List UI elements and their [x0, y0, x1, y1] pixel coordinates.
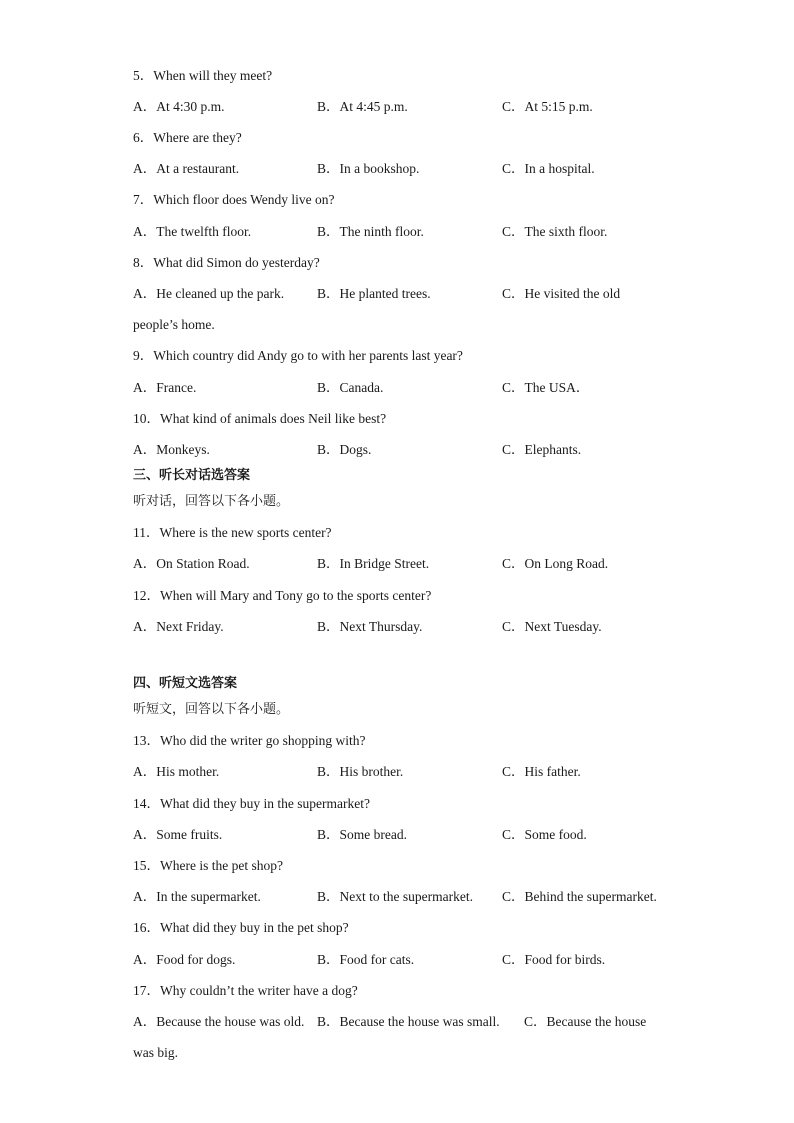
q10-option-a: A．Monkeys.	[133, 442, 210, 457]
q17-option-b: B．Because the house was small.	[317, 1014, 500, 1029]
q11-option-b: B．In Bridge Street.	[317, 556, 430, 571]
q13-option-a: A．His mother.	[133, 764, 220, 779]
q12-option-a: A．Next Friday.	[133, 619, 224, 634]
q5-option-a: A．At 4:30 p.m.	[133, 99, 225, 114]
question-17: 17．Why couldn’t the writer have a dog?	[133, 983, 358, 998]
question-11: 11．Where is the new sports center?	[133, 525, 332, 540]
q6-option-b: B．In a bookshop.	[317, 161, 420, 176]
q9-option-c: C．The USA．	[502, 380, 590, 395]
q16-option-b: B．Food for cats.	[317, 952, 415, 967]
q11-option-a: A．On Station Road.	[133, 556, 250, 571]
question-14: 14．What did they buy in the supermarket?	[133, 796, 370, 811]
question-7: 7．Which floor does Wendy live on?	[133, 192, 335, 207]
q13-option-c: C．His father.	[502, 764, 581, 779]
q8-option-c-continued: people’s home.	[133, 317, 215, 332]
question-13: 13．Who did the writer go shopping with?	[133, 733, 366, 748]
q7-option-b: B．The ninth floor.	[317, 224, 424, 239]
q16-option-c: C．Food for birds.	[502, 952, 606, 967]
q7-option-c: C．The sixth floor.	[502, 224, 608, 239]
question-15: 15．Where is the pet shop?	[133, 858, 283, 873]
question-6: 6．Where are they?	[133, 130, 242, 145]
q10-option-b: B．Dogs.	[317, 442, 372, 457]
q10-option-c: C．Elephants.	[502, 442, 582, 457]
question-10: 10．What kind of animals does Neil like best?	[133, 411, 387, 426]
question-16: 16．What did they buy in the pet shop?	[133, 920, 349, 935]
question-8: 8．What did Simon do yesterday?	[133, 255, 320, 270]
q15-option-c: C．Behind the supermarket.	[502, 889, 657, 904]
q13-option-b: B．His brother.	[317, 764, 404, 779]
q9-option-a: A．France.	[133, 380, 197, 395]
section-4-title: 四、听短文选答案	[133, 676, 238, 691]
q11-option-c: C．On Long Road.	[502, 556, 609, 571]
q5-option-c: C．At 5:15 p.m.	[502, 99, 593, 114]
q14-option-b: B．Some bread.	[317, 827, 407, 842]
section-4-instruction: 听短文，回答以下各小题。	[133, 702, 290, 717]
q12-option-c: C．Next Tuesday.	[502, 619, 602, 634]
question-12: 12．When will Mary and Tony go to the sports center?	[133, 588, 432, 603]
q15-option-b: B．Next to the supermarket.	[317, 889, 473, 904]
question-9: 9．Which country did Andy go to with her parents last year?	[133, 348, 463, 363]
q9-option-b: B．Canada.	[317, 380, 384, 395]
q6-option-a: A．At a restaurant.	[133, 161, 240, 176]
q12-option-b: B．Next Thursday.	[317, 619, 423, 634]
q16-option-a: A．Food for dogs.	[133, 952, 236, 967]
q17-option-c: C．Because the house	[524, 1014, 647, 1029]
q5-option-b: B．At 4:45 p.m.	[317, 99, 408, 114]
q17-option-a: A．Because the house was old.	[133, 1014, 305, 1029]
q8-option-a: A．He cleaned up the park.	[133, 286, 285, 301]
section-3-instruction: 听对话，回答以下各小题。	[133, 494, 290, 509]
question-5: 5．When will they meet?	[133, 68, 273, 83]
q15-option-a: A．In the supermarket.	[133, 889, 261, 904]
section-3-title: 三、听长对话选答案	[133, 468, 251, 483]
q8-option-c: C．He visited the old	[502, 286, 621, 301]
q6-option-c: C．In a hospital.	[502, 161, 595, 176]
q7-option-a: A．The twelfth floor.	[133, 224, 252, 239]
q8-option-b: B．He planted trees.	[317, 286, 431, 301]
q17-option-c-continued: was big.	[133, 1045, 178, 1060]
q14-option-c: C．Some food.	[502, 827, 587, 842]
q14-option-a: A．Some fruits.	[133, 827, 223, 842]
